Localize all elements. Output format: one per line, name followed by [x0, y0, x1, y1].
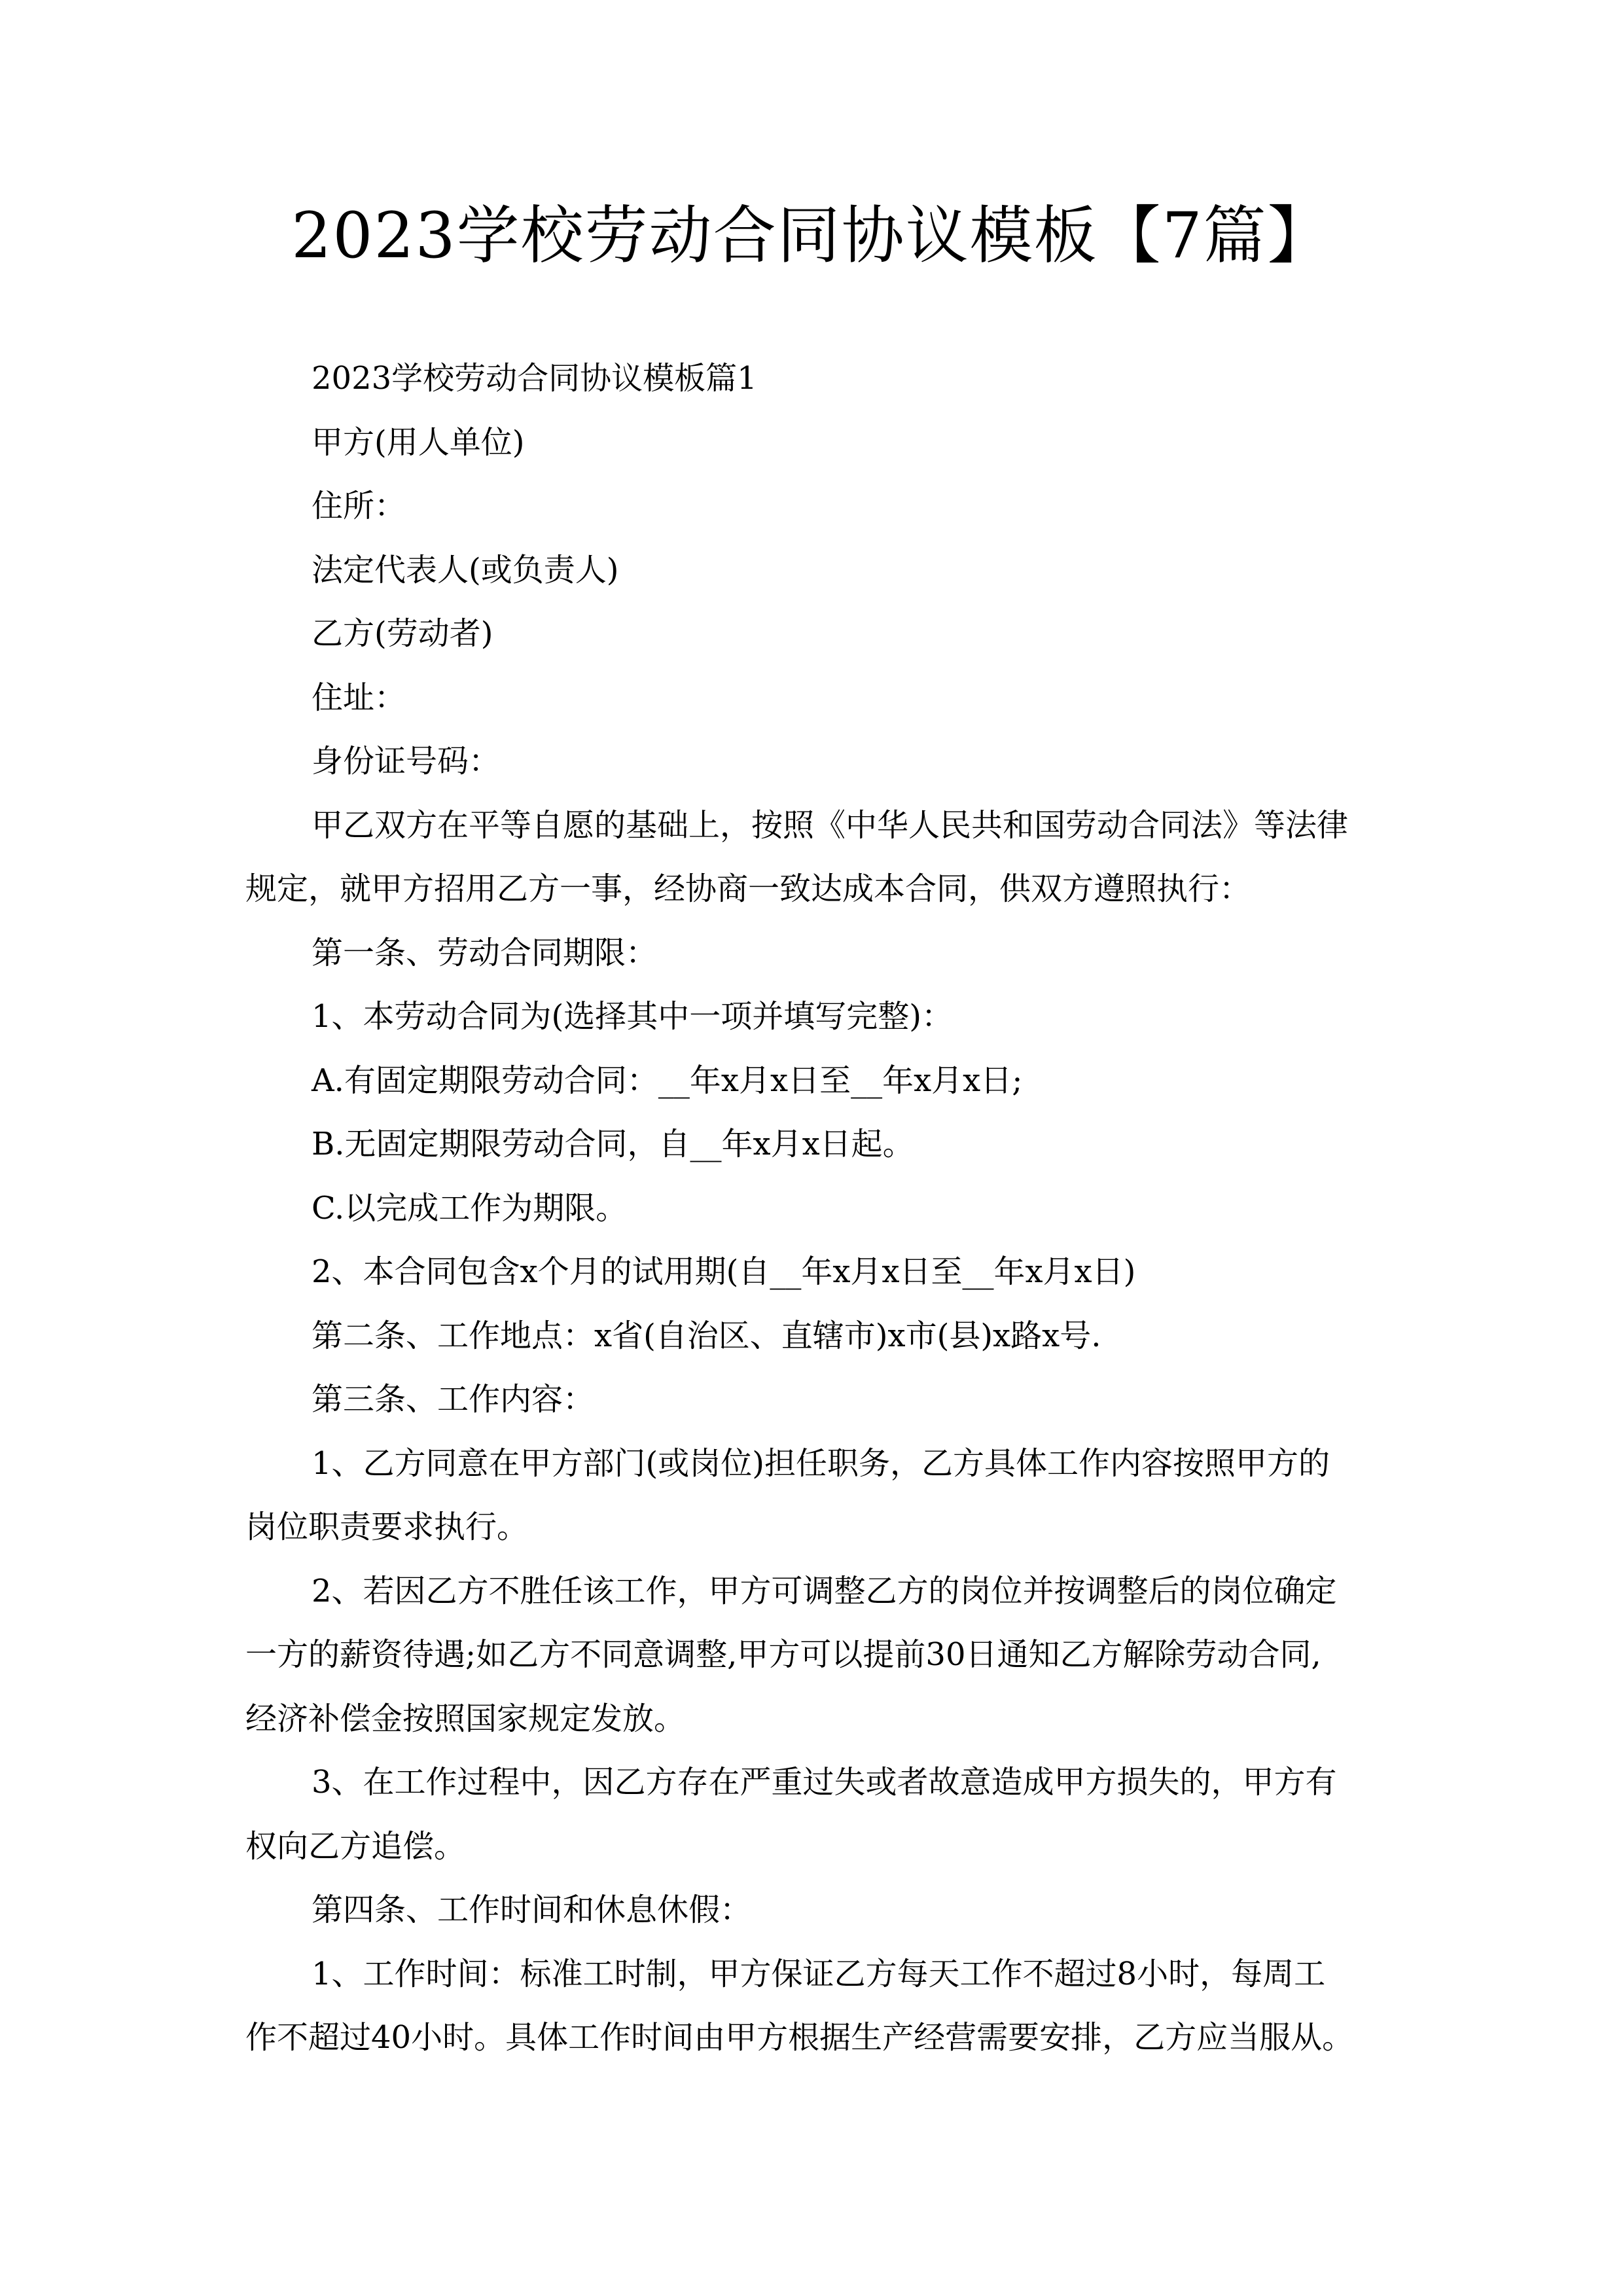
text-line: 1、乙方同意在甲方部门(或岗位)担任职务，乙方具体工作内容按照甲方的 [312, 1444, 1330, 1482]
document-title: 2023学校劳动合同协议模板【7篇】 [291, 199, 1332, 272]
party-a-address-label [245, 475, 1381, 539]
option-a [245, 1049, 1381, 1113]
text-line: 甲方(用人单位) [312, 423, 525, 461]
id-number-label [245, 730, 1381, 794]
article-4-heading [245, 1878, 1381, 1943]
text-line: A.有固定期限劳动合同：__年x月x日至__年x月x日; [312, 1062, 1023, 1099]
text-line: 岗位职责要求执行。 [245, 1509, 529, 1545]
text-line: 作不超过40小时。具体工作时间由甲方根据生产经营需要安排，乙方应当服从。 [245, 2019, 1354, 2056]
text-line: B.无固定期限劳动合同，自__年x月x日起。 [312, 1126, 914, 1162]
article-3-item-1 [245, 1432, 1381, 1560]
text-line: 住址： [312, 679, 406, 716]
text-line: 1、本劳动合同为(选择其中一项并填写完整)： [312, 998, 953, 1035]
text-line: 第三条、工作内容： [312, 1381, 595, 1418]
preamble-paragraph [245, 794, 1381, 922]
text-line: 第二条、工作地点：x省(自治区、直辖市)x市(县)x路x号. [312, 1317, 1101, 1354]
party-b-address-label [245, 666, 1381, 730]
text-line: 法定代表人(或负责人) [312, 551, 619, 588]
text-line: 经济补偿金按照国家规定发放。 [245, 1700, 686, 1737]
article-2-heading [245, 1304, 1381, 1369]
text-line: 甲乙双方在平等自愿的基础上，按照《中华人民共和国劳动合同法》等法律 [312, 806, 1349, 844]
article-3-item-3 [245, 1751, 1381, 1878]
article-1-item-2 [245, 1240, 1381, 1304]
text-line: 2、本合同包含x个月的试用期(自__年x月x日至__年x月x日) [312, 1253, 1136, 1290]
text-line: 规定，就甲方招用乙方一事，经协商一致达成本合同，供双方遵照执行： [245, 870, 1251, 907]
article-3-item-2 [245, 1560, 1381, 1751]
text-line: 1、工作时间：标准工时制，甲方保证乙方每天工作不超过8小时，每周工 [312, 1955, 1326, 1992]
text-line: 住所： [312, 488, 406, 524]
text-line: 乙方(劳动者) [312, 615, 493, 652]
article-1-item-1 [245, 985, 1381, 1049]
text-line: 2023学校劳动合同协议模板篇1 [312, 360, 757, 397]
text-line: 身份证号码： [312, 743, 501, 780]
text-line: 权向乙方追偿。 [245, 1827, 466, 1865]
article-1-heading [245, 922, 1381, 986]
document-body [245, 347, 1381, 2070]
text-line: 第一条、劳动合同期限： [312, 934, 658, 971]
section-heading [245, 347, 1381, 411]
text-line: C.以完成工作为期限。 [312, 1189, 628, 1227]
article-3-heading [245, 1368, 1381, 1432]
party-b-label [245, 602, 1381, 666]
party-a-label [245, 411, 1381, 475]
text-line: 第四条、工作时间和休息休假： [312, 1892, 752, 1928]
text-line: 一方的薪资待遇;如乙方不同意调整,甲方可以提前30日通知乙方解除劳动合同, [245, 1636, 1321, 1673]
legal-representative-label [245, 539, 1381, 603]
option-b [245, 1113, 1381, 1177]
option-c [245, 1177, 1381, 1241]
article-4-item-1 [245, 1943, 1381, 2070]
text-line: 2、若因乙方不胜任该工作，甲方可调整乙方的岗位并按调整后的岗位确定 [312, 1572, 1337, 1609]
text-line: 3、在工作过程中，因乙方存在严重过失或者故意造成甲方损失的，甲方有 [312, 1764, 1337, 1801]
